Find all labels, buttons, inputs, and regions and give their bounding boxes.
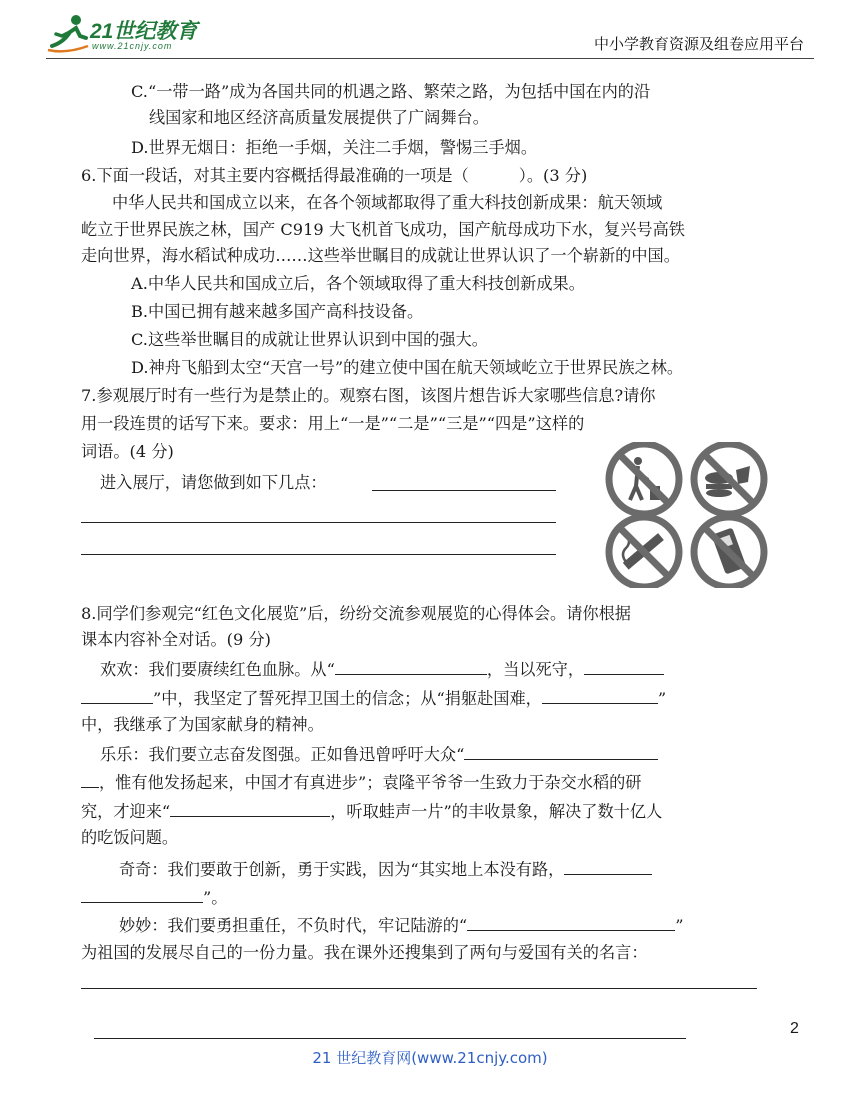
lele-line2 — [81, 769, 641, 795]
q6-option-d: D.神舟飞船到太空“天宫一号”的建立使中国在航天领域屹立于世界民族之林。 — [131, 358, 684, 377]
qiqi-line2 — [81, 884, 227, 910]
q7-stem-line2: 用一段连贯的话写下来。要求：用上“一是”“二是”“三是”“四是”这样的 — [81, 414, 585, 433]
q7-stem-line1: 7.参观展厅时有一些行为是禁止的。观察右图，该图片想告诉大家哪些信息?请你 — [81, 386, 656, 405]
huanhuan-blank3[interactable] — [542, 685, 658, 704]
no-littering-icon — [609, 444, 679, 514]
huanhuan-text3: ”中，我坚定了誓死捍卫国土的信念；从“捐躯赴国难， — [153, 689, 542, 708]
q6-answer-blank[interactable] — [469, 163, 519, 181]
miaomiao-line1 — [119, 912, 684, 938]
huanhuan-text1: 欢欢：我们要赓续红色血脉。从“ — [100, 660, 335, 679]
footer-divider — [94, 1038, 686, 1039]
logo-text: 21世纪教育 — [90, 20, 198, 43]
q7-stem-line3: 词语。(4 分) — [81, 442, 174, 461]
qiqi-text2: ”。 — [203, 888, 228, 907]
lele-blank1a[interactable] — [464, 741, 658, 760]
q6-option-c: C.这些举世瞩目的成就让世界认识到中国的强大。 — [131, 330, 488, 349]
page-header — [0, 0, 860, 62]
huanhuan-line2 — [81, 685, 666, 711]
huanhuan-text4: ” — [657, 689, 667, 708]
page-number: 2 — [790, 1020, 799, 1037]
huanhuan-line1 — [100, 656, 664, 682]
q8-stem-line2: 课本内容补全对话。(9 分) — [81, 630, 271, 649]
header-divider — [46, 58, 814, 59]
q6-stem — [81, 163, 587, 188]
huanhuan-text2: ，当以死守， — [486, 660, 585, 679]
prohibition-signs — [602, 442, 772, 588]
miaomiao-blank1[interactable] — [467, 912, 675, 931]
lele-line3 — [81, 798, 662, 824]
lele-line4: 的吃饭问题。 — [81, 828, 179, 847]
lele-text3: 究，才迎来“ — [81, 802, 171, 821]
q5-option-c-line1: C.“一带一路”成为各国共同的机遇之路、繁荣之路，为包括中国在内的沿 — [131, 82, 651, 101]
q6-passage-line1: 中华人民共和国成立以来，在各个领域都取得了重大科技创新成果：航天领域 — [112, 193, 663, 212]
q7-answer-line2[interactable] — [81, 522, 556, 523]
lele-text2: ，惟有他发扬起来，中国才有真进步”；袁隆平爷爷一生致力于杂交水稻的研 — [99, 773, 642, 792]
lele-text1: 乐乐：我们要立志奋发图强。正如鲁迅曾呼吁大众“ — [100, 745, 465, 764]
miaomiao-line2: 为祖国的发展尽自己的一份力量。我在课外还搜集到了两句与爱国有关的名言： — [81, 943, 648, 962]
qiqi-line1 — [119, 856, 652, 882]
q6-option-a: A.中华人民共和国成立后，各个领域取得了重大科技创新成果。 — [131, 274, 585, 293]
q7-answer-line1[interactable] — [372, 490, 556, 491]
platform-title: 中小学教育资源及组卷应用平台 — [593, 35, 804, 53]
no-food-icon — [694, 444, 764, 514]
q5-option-d: D.世界无烟日：拒绝一手烟，关注二手烟，警惕三手烟。 — [131, 138, 538, 157]
footer-site-link[interactable]: 21 世纪教育网(www.21cnjy.com) — [312, 1049, 548, 1067]
lele-blank1b[interactable] — [81, 769, 99, 788]
huanhuan-blank2a[interactable] — [584, 656, 664, 675]
logo-url: www.21cnjy.com — [92, 41, 173, 51]
logo — [46, 12, 206, 56]
miaomiao-answer-line[interactable] — [81, 988, 757, 989]
lele-blank2[interactable] — [170, 798, 330, 817]
huanhuan-blank1[interactable] — [335, 656, 487, 675]
miaomiao-text1: 妙妙：我们要勇担重任，不负时代，牢记陆游的“ — [119, 916, 468, 935]
q8-stem-line1: 8.同学们参观完“红色文化展览”后，纷纷交流参观展览的心得体会。请你根据 — [81, 604, 631, 623]
qiqi-text1: 奇奇：我们要敢于创新，勇于实践，因为“其实地上本没有路， — [119, 860, 565, 879]
no-phone-icon — [694, 517, 764, 587]
q5-option-c-line2: 线国家和地区经济高质量发展提供了广阔舞台。 — [149, 108, 489, 127]
q7-answer-line3[interactable] — [81, 554, 556, 555]
no-smoking-icon — [609, 517, 679, 587]
huanhuan-line3: 中，我继承了为国家献身的精神。 — [81, 715, 324, 734]
miaomiao-text2: ” — [675, 916, 684, 935]
qiqi-blank1b[interactable] — [81, 884, 203, 903]
q7-answer-lead: 进入展厅，请您做到如下几点： — [100, 473, 327, 492]
runner-logo-icon — [46, 12, 90, 56]
lele-line1 — [100, 741, 658, 767]
lele-text4: ，听取蛙声一片”的丰收景象，解决了数十亿人 — [330, 802, 663, 821]
q6-option-b: B.中国已拥有越来越多国产高科技设备。 — [131, 302, 424, 321]
qiqi-blank1a[interactable] — [564, 856, 652, 875]
q6-passage-line2: 屹立于世界民族之林，国产 C919 大飞机首飞成功，国产航母成功下水，复兴号高铁 — [81, 220, 685, 239]
huanhuan-blank2b[interactable] — [81, 685, 153, 704]
q6-stem-pre: 6.下面一段话，对其主要内容概括得最准确的一项是（ — [81, 166, 469, 185]
q6-stem-post: ）。(3 分) — [518, 166, 588, 185]
q6-passage-line3: 走向世界，海水稻试种成功……这些举世瞩目的成就让世界认识了一个崭新的中国。 — [81, 246, 680, 265]
